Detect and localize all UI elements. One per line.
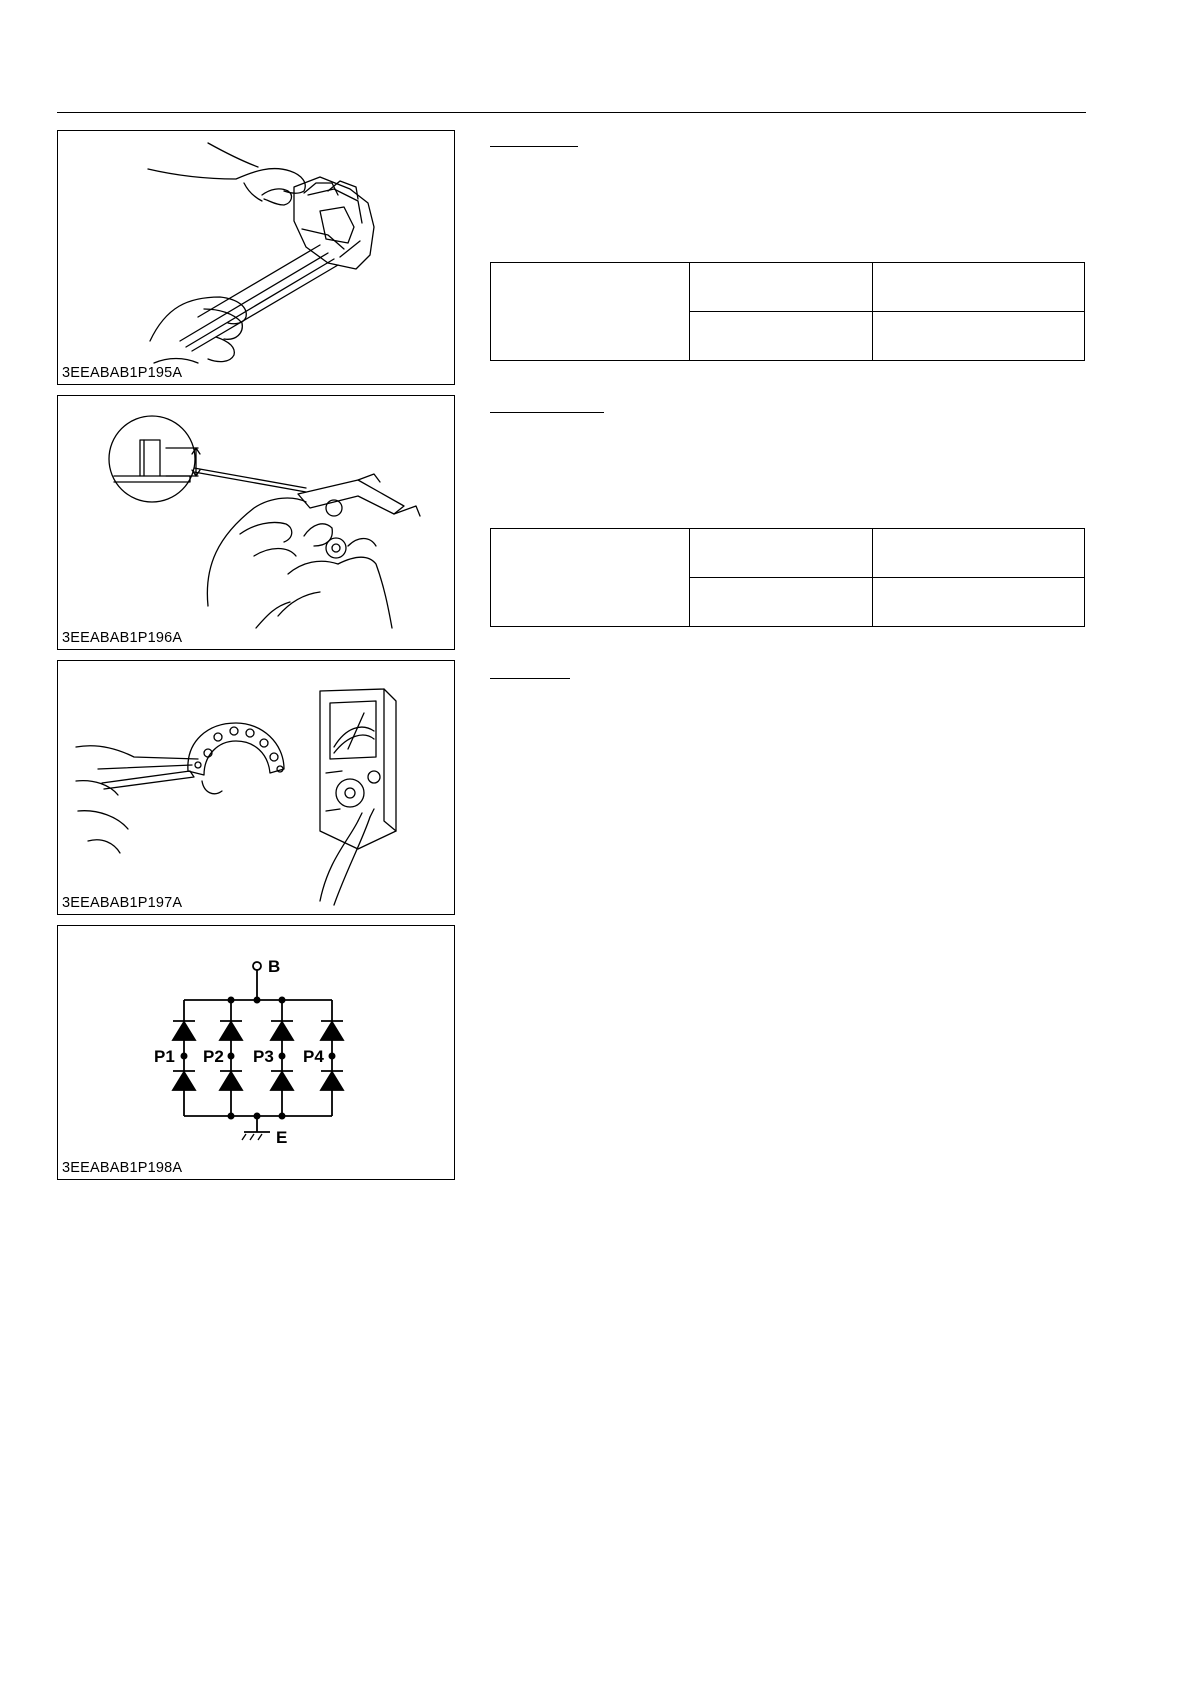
- spec-table-cell: [690, 529, 873, 578]
- figure-caption: 3EEABAB1P196A: [62, 630, 183, 646]
- spec-table-cell: [873, 529, 1085, 578]
- figure-rectifier-circuit: [57, 925, 455, 1180]
- section-heading-rule-1: [490, 146, 578, 147]
- spec-table-cell: [873, 312, 1085, 361]
- figure-brush-length: [57, 395, 455, 650]
- spec-table-cell: [690, 263, 873, 312]
- figure-caption: 3EEABAB1P197A: [62, 895, 183, 911]
- figure-rectifier-test: [57, 660, 455, 915]
- spec-table-cell: [873, 263, 1085, 312]
- phase-label-p4: P4: [303, 1047, 324, 1066]
- figure-caption: 3EEABAB1P195A: [62, 365, 183, 381]
- brush-length-illustration: [58, 396, 456, 651]
- section-heading-rule-3: [490, 678, 570, 679]
- spec-table-cell: [690, 578, 873, 627]
- spec-table-cell: [491, 263, 690, 361]
- terminal-b-label: B: [268, 957, 281, 976]
- spec-table-cell: [690, 312, 873, 361]
- figure-caption: 3EEABAB1P198A: [62, 1160, 183, 1176]
- spec-table-2: [490, 528, 1085, 627]
- section-heading-rule-2: [490, 412, 604, 413]
- page-header-rule: [57, 112, 1086, 113]
- spec-table-cell: [873, 578, 1085, 627]
- brush-caliper-illustration: [58, 131, 456, 386]
- rectifier-circuit-diagram: [58, 926, 456, 1181]
- rectifier-tester-illustration: [58, 661, 456, 916]
- terminal-e-label: E: [276, 1128, 288, 1147]
- figure-brush-measurement: [57, 130, 455, 385]
- spec-table-cell: [491, 529, 690, 627]
- phase-label-p3: P3: [253, 1047, 274, 1066]
- spec-table-1: [490, 262, 1085, 361]
- phase-label-p1: P1: [154, 1047, 175, 1066]
- phase-label-p2: P2: [203, 1047, 224, 1066]
